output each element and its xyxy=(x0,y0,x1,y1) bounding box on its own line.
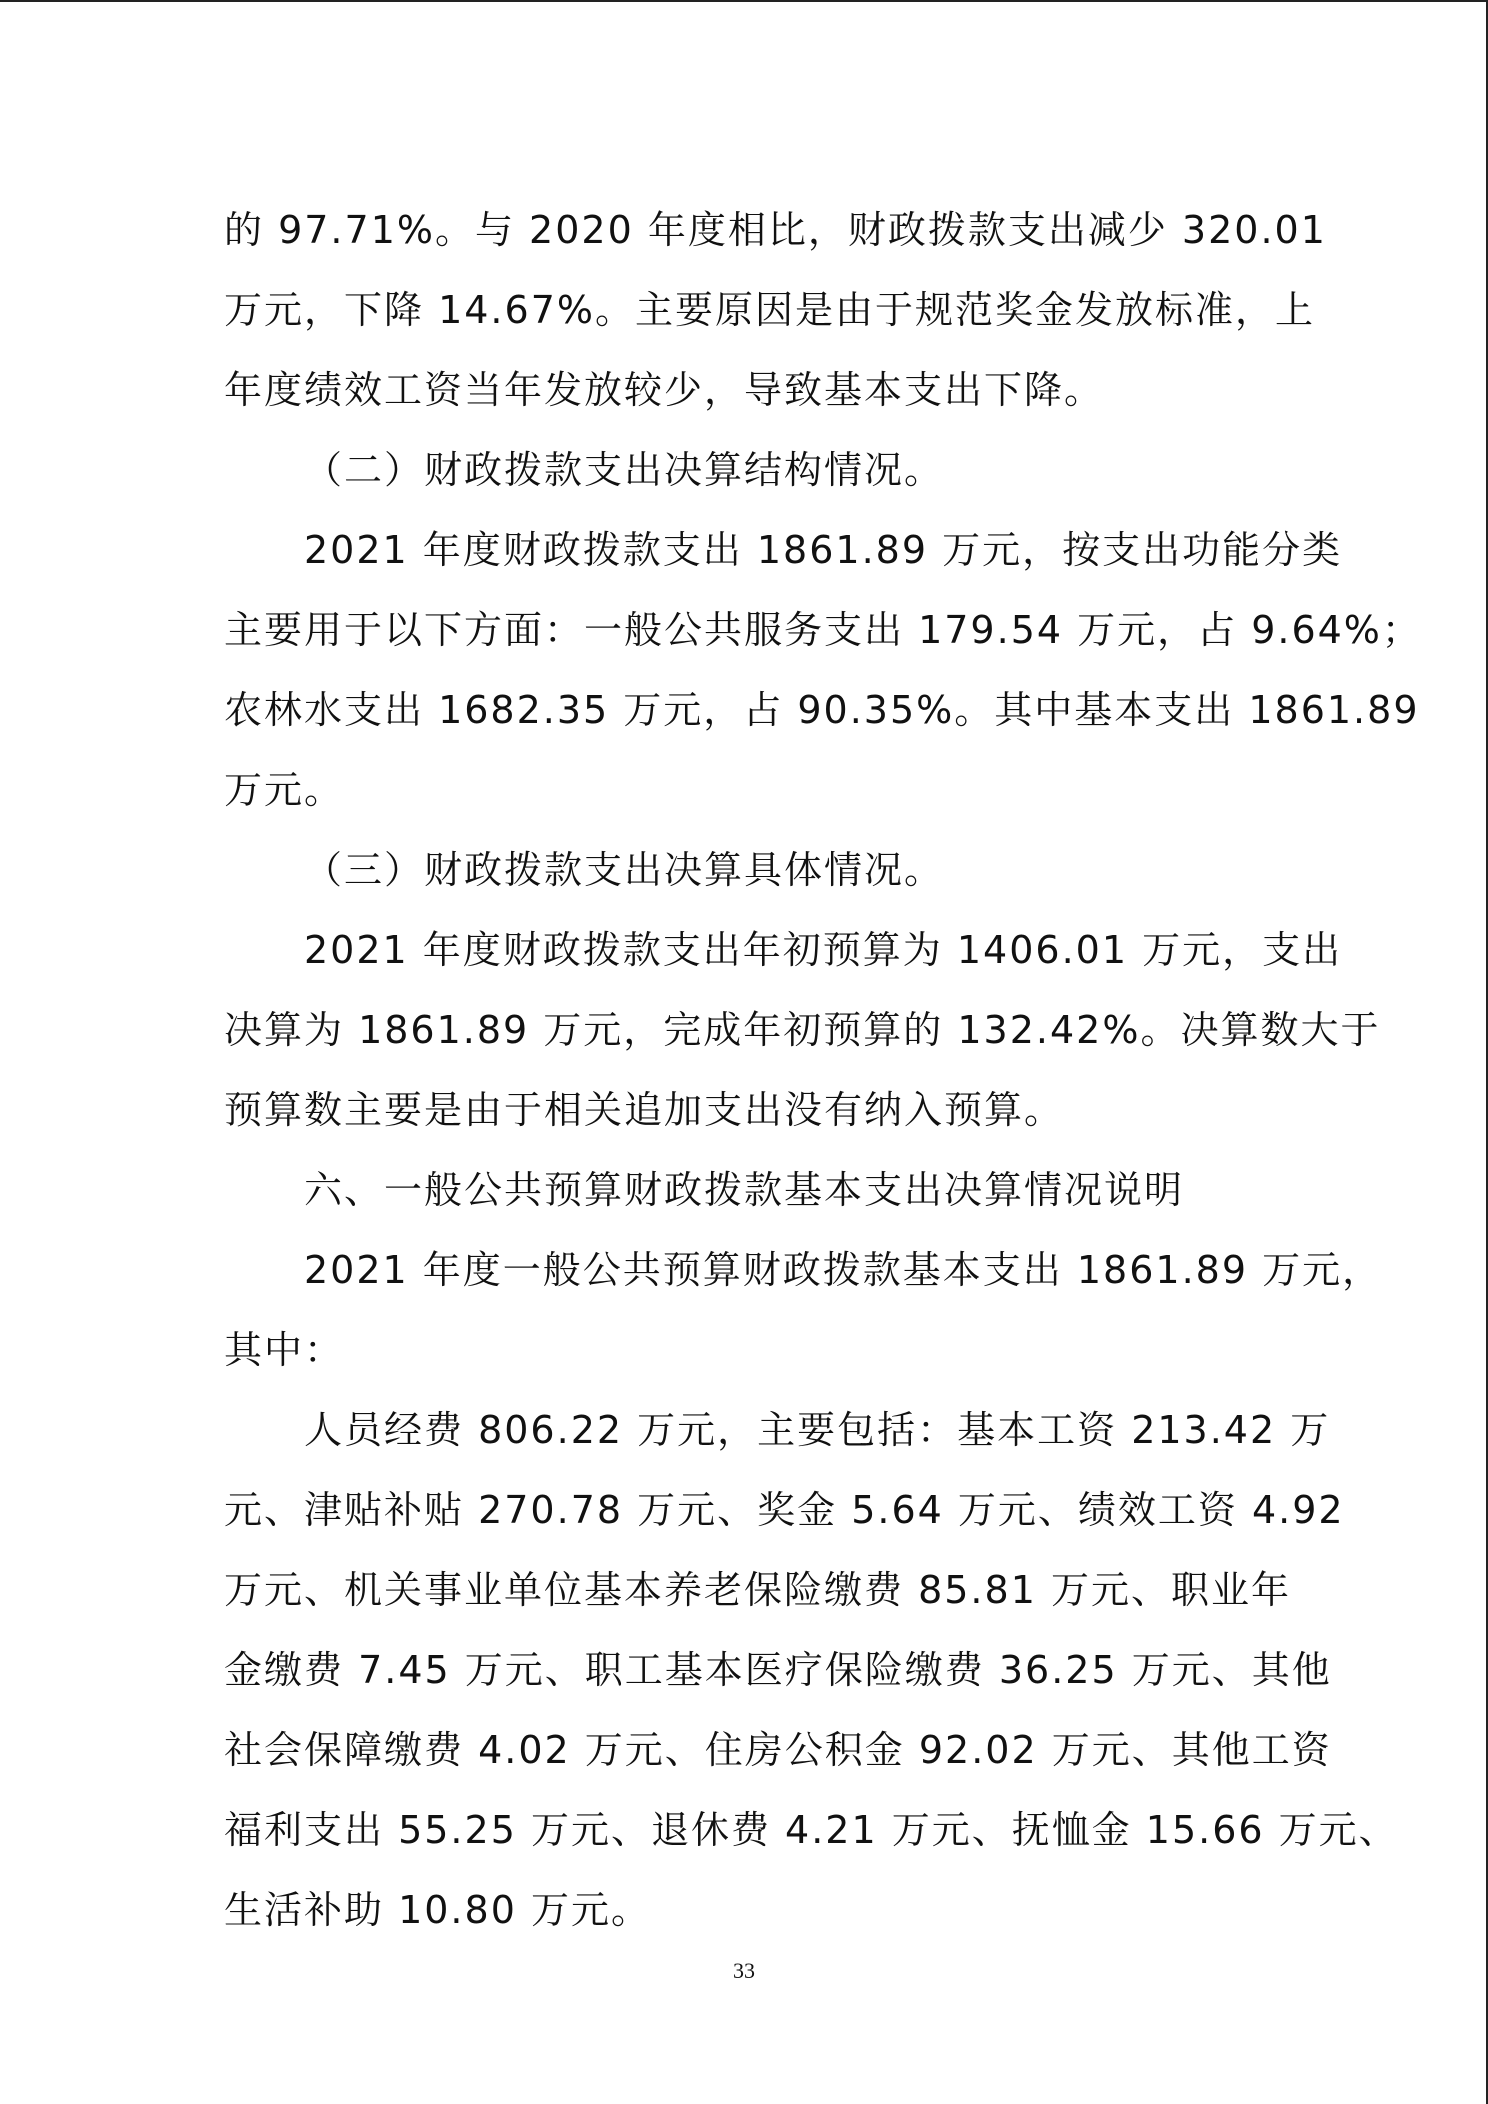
paragraph-line: 社会保障缴费 4.02 万元、住房公积金 92.02 万元、其他工资 xyxy=(224,1728,1332,1772)
paragraph-line: 农林水支出 1682.35 万元，占 90.35%。其中基本支出 1861.89 xyxy=(224,688,1420,732)
section-heading: 六、一般公共预算财政拨款基本支出决算情况说明 xyxy=(304,1168,1185,1212)
paragraph-line: 其中： xyxy=(224,1328,345,1372)
section-heading: （二）财政拨款支出决算结构情况。 xyxy=(304,448,945,492)
paragraph-line: 金缴费 7.45 万元、职工基本医疗保险缴费 36.25 万元、其他 xyxy=(224,1648,1332,1692)
paragraph-line: 元、津贴补贴 270.78 万元、奖金 5.64 万元、绩效工资 4.92 xyxy=(224,1488,1345,1532)
paragraph-line: 万元，下降 14.67%。主要原因是由于规范奖金发放标准，上 xyxy=(224,288,1315,332)
paragraph-line: 生活补助 10.80 万元。 xyxy=(224,1888,651,1932)
page-number: 33 xyxy=(733,1958,755,1983)
paragraph-line: 主要用于以下方面：一般公共服务支出 179.54 万元，占 9.64%； xyxy=(224,608,1422,652)
paragraph-line: 年度绩效工资当年发放较少，导致基本支出下降。 xyxy=(224,368,1105,412)
paragraph-line: 人员经费 806.22 万元，主要包括：基本工资 213.42 万 xyxy=(304,1408,1331,1452)
paragraph-line: 2021 年度一般公共预算财政拨款基本支出 1861.89 万元， xyxy=(304,1248,1383,1292)
paragraph-line: 2021 年度财政拨款支出 1861.89 万元，按支出功能分类 xyxy=(304,528,1343,572)
section-heading: （三）财政拨款支出决算具体情况。 xyxy=(304,848,945,892)
paragraph-line: 福利支出 55.25 万元、退休费 4.21 万元、抚恤金 15.66 万元、 xyxy=(224,1808,1399,1852)
paragraph-line: 决算为 1861.89 万元，完成年初预算的 132.42%。决算数大于 xyxy=(224,1008,1381,1052)
paragraph-line: 预算数主要是由于相关追加支出没有纳入预算。 xyxy=(224,1088,1065,1132)
document-body xyxy=(224,190,1422,1950)
paragraph-line: 万元。 xyxy=(224,768,345,812)
page-border-top xyxy=(0,0,1488,2)
paragraph-line: 2021 年度财政拨款支出年初预算为 1406.01 万元，支出 xyxy=(304,928,1343,972)
paragraph-line: 万元、机关事业单位基本养老保险缴费 85.81 万元、职业年 xyxy=(224,1568,1291,1612)
paragraph-line: 的 97.71%。与 2020 年度相比，财政拨款支出减少 320.01 xyxy=(224,208,1327,252)
